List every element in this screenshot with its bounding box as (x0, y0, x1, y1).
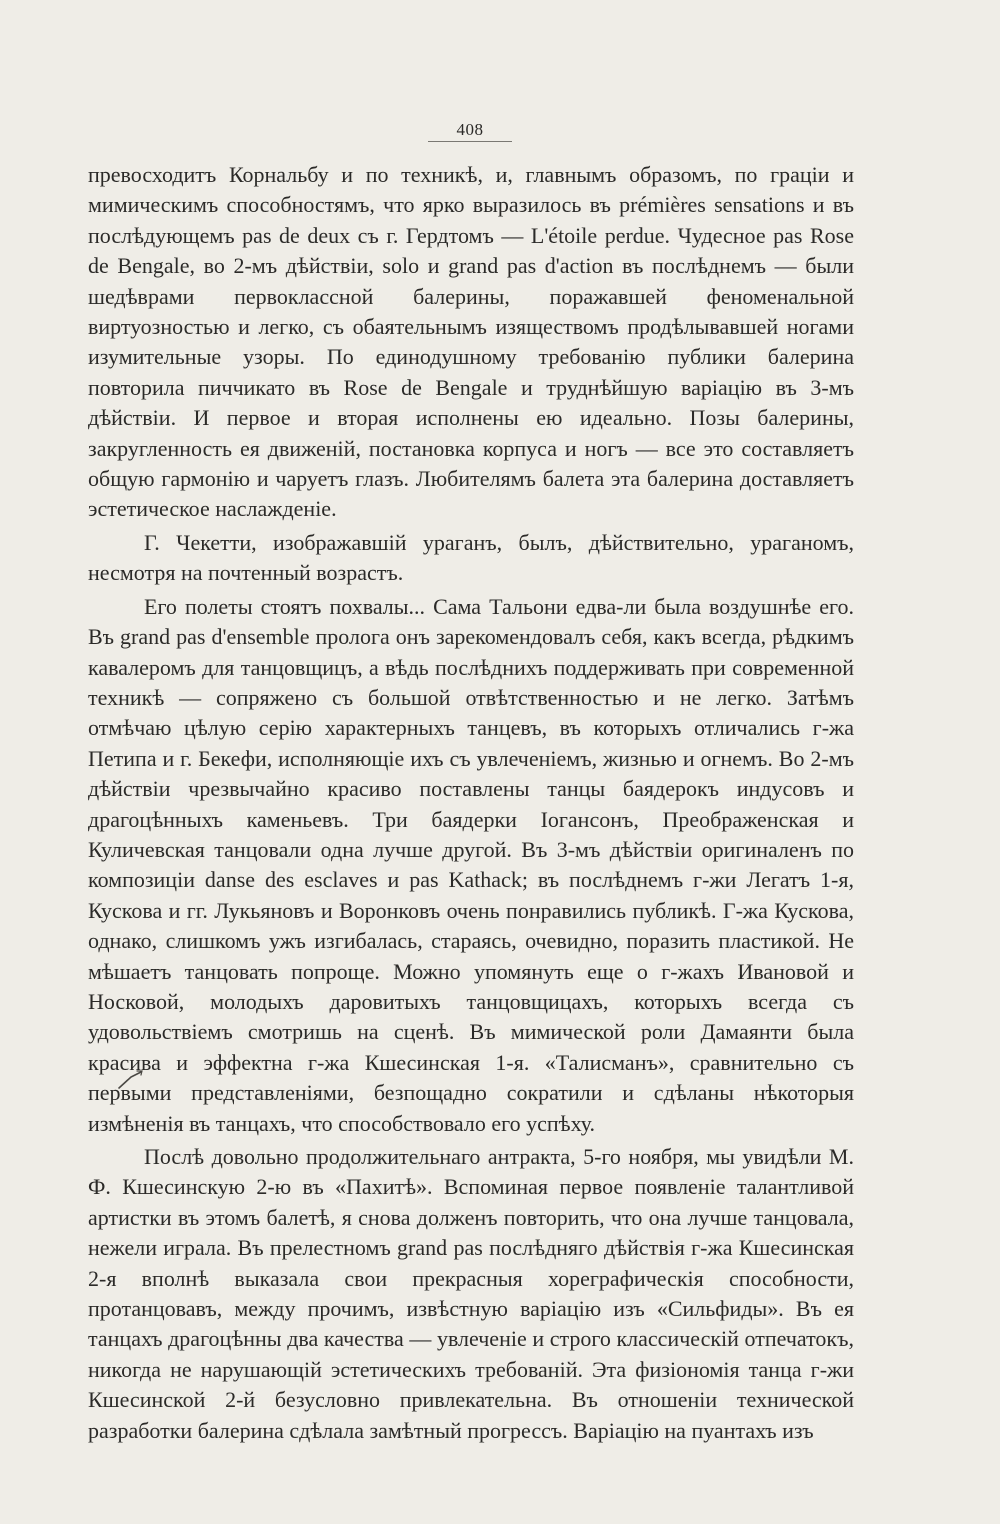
paragraph-1: превосходитъ Корнальбу и по техникѣ, и, главнымъ образомъ, по граціи и мимическимъ способностямъ, что ярко выразилось въ prémières sensations и въ послѣдующемъ pas de deux съ г. Гердтомъ — L'étoile perdue. Чудесное pas Rose de Bengale, во 2-мъ дѣйствіи, solo и grand pas d'action въ послѣднемъ — были шедѣврами первоклассной балерины, поражавшей феноменальной виртуозностью и легко, съ обаятельнымъ изяществомъ продѣлывавшей ногами изумительные узоры. По единодушному требованію публики балерина повторила пиччикато въ Rose de Bengale и труднѣйшую варіацію въ 3-мъ дѣйствіи. И первое и вторая исполнены ею идеально. Позы балерины, закругленность ея движеній, постановка корпуса и ногъ — все это составляетъ общую гармонію и чаруетъ глазъ. Любителямъ балета эта балерина доставляетъ эстетическое наслажденіе. (88, 162, 854, 522)
page-number: 408 (456, 120, 484, 139)
paragraph-4: Послѣ довольно продолжительнаго антракта, 5-го ноября, мы увидѣли М. Ф. Кшесинскую 2-ю въ «Пахитѣ». Вспоминая первое появленіе талантливой артистки въ этомъ балетѣ, я снова долженъ повторить, что она лучше танцовала, нежели играла. Въ прелестномъ grand pas послѣдняго дѣйствія г-жа Кшесинская 2-я вполнѣ выказала свои прекрасныя хореграфическія способности, протанцовавъ, между прочимъ, извѣстную варіацію изъ «Сильфиды». Въ ея танцахъ драгоцѣнны два качества — увлеченіе и строго классическій отпечатокъ, никогда не нарушающій эстетическихъ требованій. Эта физіономія танца г-жи Кшесинской 2-й безусловно привлекательна. Въ отношеніи технической разработки балерина сдѣлала замѣтный прогрессъ. Варіацію на пуантахъ изъ (88, 1144, 854, 1443)
paragraph-3: Его полеты стоятъ похвалы... Сама Тальони едва-ли была воздушнѣе его. Въ grand pas d'ensemble пролога онъ зарекомендовалъ себя, какъ всегда, рѣдкимъ кавалеромъ для танцовщицъ, а вѣдь послѣднихъ поддерживать при современной техникѣ — сопряжено съ большой отвѣтственностью и не легко. Затѣмъ отмѣчаю цѣлую серію характерныхъ танцевъ, въ которыхъ отличались г-жа Петипа и г. Бекефи, исполняющіе ихъ съ увлеченіемъ, жизнью и огнемъ. Во 2-мъ дѣйствіи чрезвычайно красиво поставлены танцы баядерокъ индусовъ и драгоцѣнныхъ каменьевъ. Три баядерки Іогансонъ, Преображенская и Куличевская танцовали одна лучше другой. Въ 3-мъ дѣйствіи оригиналенъ по композиціи danse des esclaves и pas Kathack; въ послѣднемъ г-жи Легатъ 1-я, Кускова и гг. Лукьяновъ и Воронковъ очень понравились публикѣ. Г-жа Кускова, однако, слишкомъ ужъ изгибалась, стараясь, очевидно, поразить пластикой. Не мѣшаетъ танцовать попроще. Можно упомянуть еще о г-жахъ Ивановой и Носковой, молодыхъ даровитыхъ танцовщицахъ, которыхъ всегда съ удовольствіемъ смотришь на сценѣ. Въ мимической роли Дамаянти была красива и эффектна г-жа Кшесинская 1-я. «Талисманъ», сравнительно съ первыми представленіями, безпощадно сократили и сдѣланы нѣкоторыя измѣненія въ танцахъ, что способствовало его успѣху. (88, 593, 854, 1136)
page-number-rule (428, 141, 512, 142)
body-text (88, 160, 854, 1446)
paragraph-2: Г. Чекетти, изображавшій ураганъ, былъ, дѣйствительно, ураганомъ, несмотря на почтенный возрастъ. (88, 529, 854, 586)
